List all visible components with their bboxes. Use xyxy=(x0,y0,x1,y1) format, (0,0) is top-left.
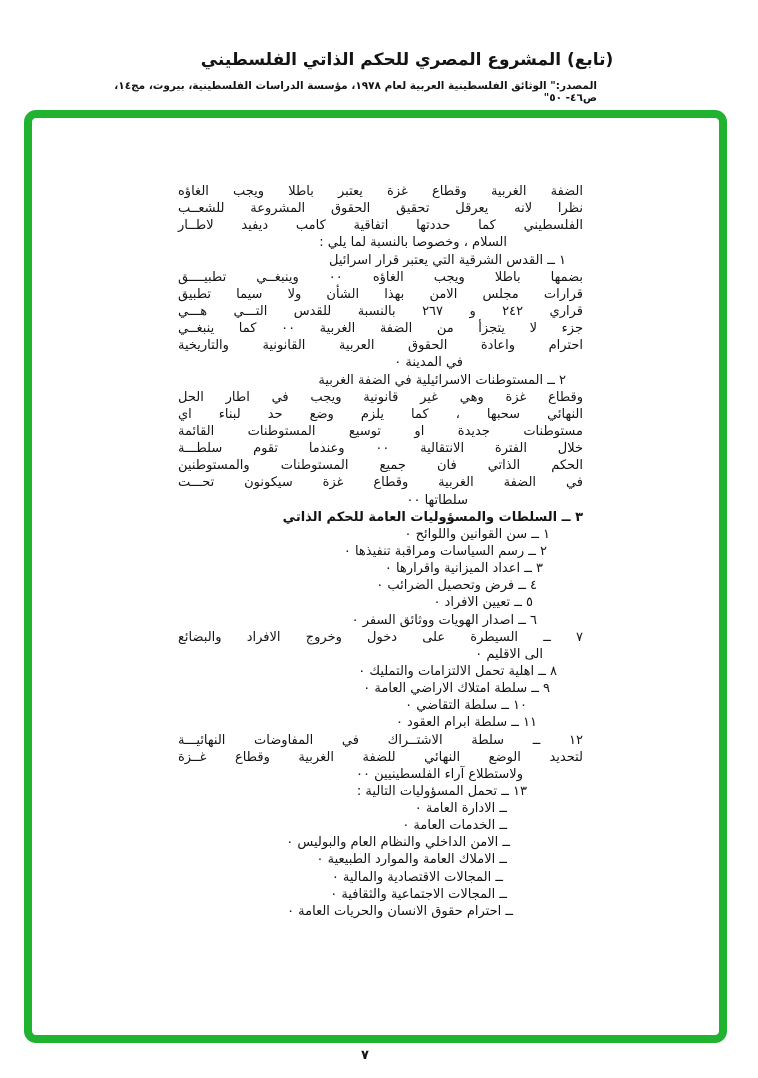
text-line: خلال الفترة الانتقالية ٠٠ وعندما تقوم سلطـــة xyxy=(178,441,583,457)
text-line: السلام ، وخصوصا بالنسبة لما يلي : xyxy=(319,235,507,251)
text-line: ــ الامن الداخلي والنظام العام والبوليس ٠ xyxy=(286,835,510,851)
text-line: نظرا لانه يعرقل تحقيق الحقوق المشروعة للشعــب xyxy=(178,201,583,217)
text-line: الفلسطيني كما حددتها اتفاقية كامب ديفيد لاطــار xyxy=(178,218,583,234)
text-line: جزء لا يتجزأ من الضفة الغربية ٠٠ كما ينبغــي xyxy=(178,321,583,337)
text-line: النهائي سحبها ، كما يلزم وضع حد لبناء اي xyxy=(178,406,583,422)
text-line: ٦ ــ اصدار الهويات ووثائق السفر ٠ xyxy=(351,612,537,628)
text-line: ــ الخدمات العامة ٠ xyxy=(402,818,507,834)
text-line: بضمها باطلا ويجب الغاؤه ٠٠ وينبغــي تطبيــــق xyxy=(178,269,583,285)
text-line: وقطاع غزة وهي غير قانونية ويجب في اطار الحل xyxy=(178,389,583,405)
text-line: الضفة الغربية وقطاع غزة يعتبر باطلا ويجب الغاؤه xyxy=(178,184,583,199)
text-line: ١٢ ــ سلطة الاشتــراك في المفاوضات النهائيـــة xyxy=(178,732,583,748)
text-line: قراري ٢٤٢ و ٢٦٧ بالنسبة للقدس التـــي هـــي xyxy=(178,303,584,319)
text-line: ٣ ــ اعداد الميزانية واقرارها ٠ xyxy=(384,561,543,577)
text-line: ٢ ــ رسم السياسات ومراقبة تنفيذها ٠ xyxy=(343,543,547,559)
text-line: ٨ ــ اهلية تحمل الالتزامات والتمليك ٠ xyxy=(358,663,557,679)
document-title: (تابع) المشروع المصري للحكم الذاتي الفلسطيني xyxy=(200,50,614,70)
text-line: في المدينة ٠ xyxy=(394,355,463,371)
text-line: ١ ــ سن القوانين واللوائح ٠ xyxy=(404,526,550,542)
text-line: الى الاقليم ٠ xyxy=(475,646,543,662)
text-line: ٩ ــ سلطة امتلاك الاراضي العامة ٠ xyxy=(363,681,550,697)
text-line: ــ الادارة العامة ٠ xyxy=(414,801,507,817)
text-line: سلطاتها ٠٠ xyxy=(406,492,468,508)
text-line: ٤ ــ فرض وتحصيل الضرائب ٠ xyxy=(376,578,537,594)
text-line: ــ الاملاك العامة والموارد الطبيعية ٠ xyxy=(316,852,507,868)
text-line: لتحديد الوضع النهائي للضفة الغربية وقطاع غــزة xyxy=(178,749,583,765)
text-line: احترام واعادة الحقوق العربية القانونية والتاريخية xyxy=(178,338,583,354)
text-line: ــ المجالات الاجتماعية والثقافية ٠ xyxy=(330,886,507,902)
text-line: ٣ ــ السلطات والمسؤوليات العامة للحكم الذاتي xyxy=(282,509,583,525)
text-line: ١٠ ــ سلطة التقاضي ٠ xyxy=(405,698,527,714)
text-line: ــ المجالات الاقتصادية والمالية ٠ xyxy=(331,869,503,885)
text-line: مستوطنات جديدة او توسيع المستوطنات القائمة xyxy=(178,423,583,439)
text-line: ــ احترام حقوق الانسان والحريات العامة ٠ xyxy=(287,903,513,919)
text-line: ١ ــ القدس الشرقية التي يعتبر قرار اسرائيل xyxy=(328,252,566,268)
text-line: في الضفة الغربية وقطاع غزة سيكونون تحـــت xyxy=(178,475,583,491)
text-line: ١١ ــ سلطة ابرام العقود ٠ xyxy=(395,715,537,731)
text-line: ٥ ــ تعيين الافراد ٠ xyxy=(433,595,533,611)
text-line: ولاستطلاع آراء الفلسطينيين ٠٠ xyxy=(356,766,523,782)
text-line: الحكم الذاتي فان جميع المستوطنات والمستوطنين xyxy=(178,458,583,474)
text-line: ٧ ــ السيطرة على دخول وخروج الافراد والبضائع xyxy=(178,629,583,645)
text-line: قرارات مجلس الامن بهذا الشأن ولا سيما تطبيق xyxy=(178,286,583,302)
body-text xyxy=(178,183,583,920)
page-number: ٧ xyxy=(361,1048,369,1063)
text-line: ١٣ ــ تحمل المسؤوليات التالية : xyxy=(356,783,527,799)
source-citation: المصدر:" الوثائق الفلسطينية العربية لعام ١٩٧٨، مؤسسة الدراسات الفلسطينية، بيروت، مج١٤، ص٤٦- ٥٠" xyxy=(114,80,597,104)
text-line: ٢ ــ المستوطنات الاسرائيلية في الضفة الغربية xyxy=(318,372,566,388)
